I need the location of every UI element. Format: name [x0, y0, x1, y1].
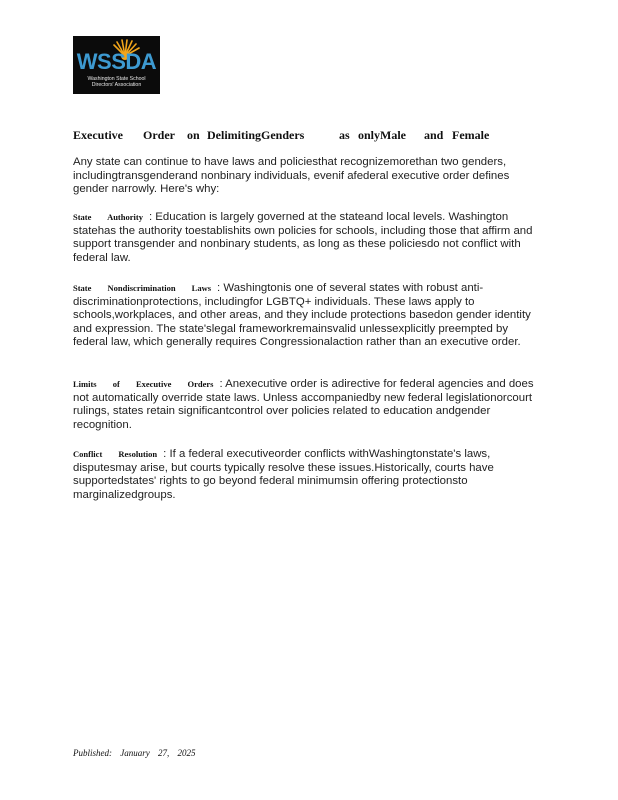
title-word: as: [339, 128, 350, 142]
title-word: onlyMale: [358, 128, 406, 142]
published-date: Published: January 27, 2025: [73, 748, 196, 758]
wssda-logo: [73, 36, 160, 94]
logo-tagline-line-1: Washington State School: [87, 76, 146, 82]
section-conflict-resolution: [73, 448, 545, 502]
title-word: Executive: [73, 128, 123, 142]
title-word: Order: [143, 128, 175, 142]
section-heading: Limits of Executive Orders: [73, 379, 214, 389]
section-heading: State Authority: [73, 212, 143, 222]
logo-tagline-line-2: Directors' Association: [91, 82, 142, 88]
title-word: on: [187, 128, 200, 142]
section-nondiscrimination-laws: [73, 282, 545, 350]
title-word: DelimitingGenders: [207, 128, 305, 142]
title-word: and: [424, 128, 444, 142]
section-heading: State Nondiscrimination Laws: [73, 283, 212, 293]
intro-paragraph: Any state can continue to have laws and policiesthat recognizemorethan two genders, includingtransgenderand nonbinary individuals, evenif afederal executive order defines gender narrowly. Here's why:: [73, 156, 510, 196]
section-limits-of-executive-orders: [73, 378, 545, 432]
section-heading: Conflict Resolution: [73, 449, 158, 459]
section-body: : Education is largely governed at the stateand local levels. Washington statehas the authority toestablishits own policies for schools, including those that affirm and support transgender and nonbinary students, as long as these policiesdo not conflict with federal law.: [73, 211, 533, 264]
title-word: Female: [452, 128, 490, 142]
section-body: : Washingtonis one of several states with robust anti-discriminationprotections, includingfor LGBTQ+ individuals. These laws apply to schools,workplaces, and other areas, and they include protections basedon gender identity and expression. The state'slegal frameworkremainsvalid unlessexplicitly preempted by federal law, which generally requires Congressionalaction rather than an executive order.: [73, 282, 531, 349]
logo-wordmark: WSSDA: [76, 49, 157, 74]
section-body: : Anexecutive order is adirective for federal agencies and does not automatically override state laws. Unless accompaniedby new federal legislationorcourt rulings, states retain significantcontrol over policies related to education andgender recognition.: [73, 378, 534, 431]
section-state-authority: [73, 211, 545, 265]
section-body: : If a federal executiveorder conflicts withWashingtonstate's laws, disputesmay arise, but courts typically resolve these issues.Historically, courts have supportedstates' rights to go beyond federal minimumsin offering protectionsto marginalizedgroups.: [73, 448, 494, 501]
